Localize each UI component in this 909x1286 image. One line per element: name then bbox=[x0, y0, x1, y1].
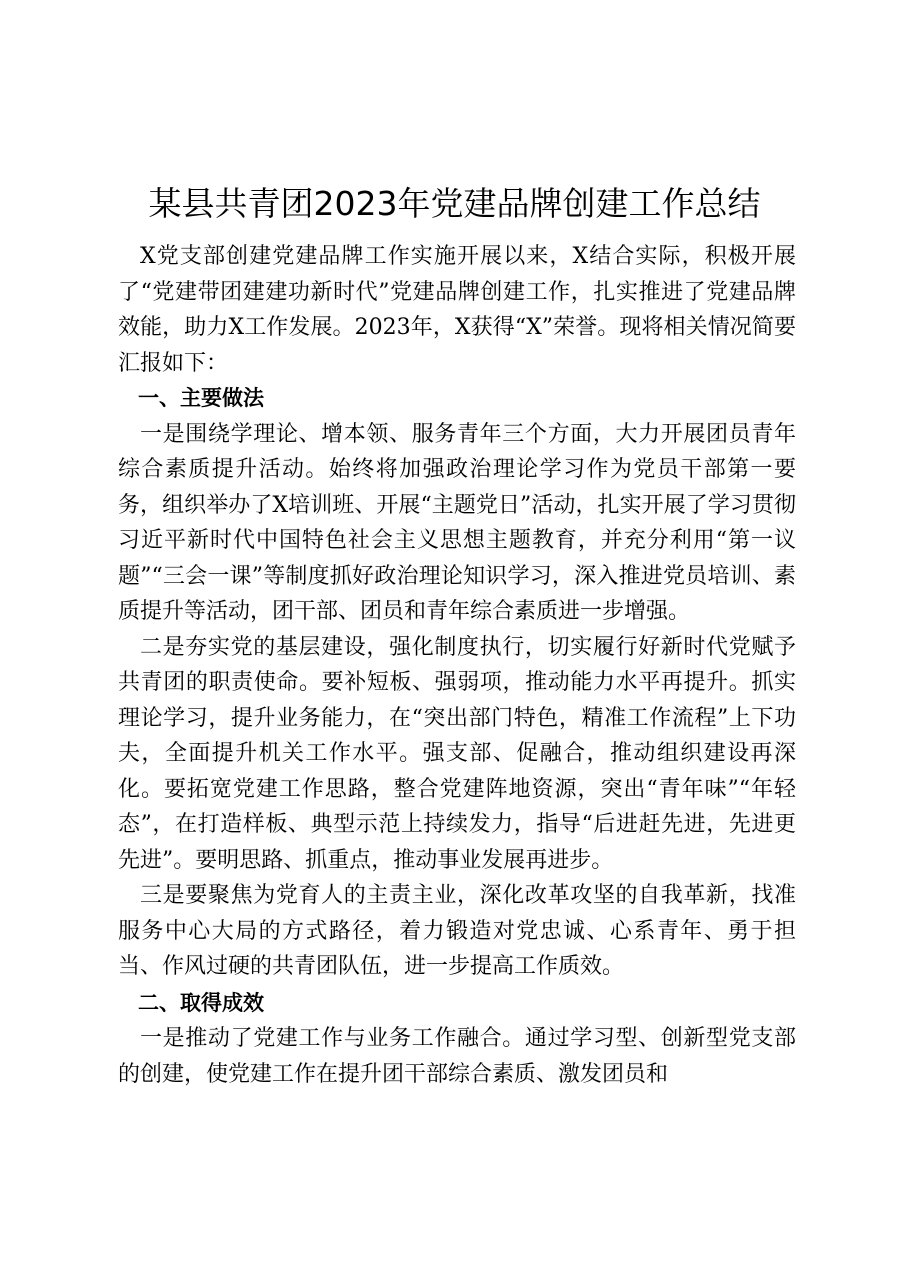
practice-paragraph-2: 二是夯实党的基层建设，强化制度执行，切实履行好新时代党赋予共青团的职责使命。要补短板、强弱项，推动能力水平再提升。抓实理论学习，提升业务能力，在“突出部门特色，精准工作流程”上下功夫，全面提升机关工作水平。强支部、促融合，推动组织建设再深化。要拓宽党建工作思路，整合党建阵地资源，突出“青年味”“年轻态”，在打造样板、典型示范上持续发力，指导“后进赶先进，先进更先进”。要明思路、抓重点，推动事业发展再进步。 bbox=[118, 634, 796, 873]
section-heading-main-practices: 一、主要做法 bbox=[138, 386, 264, 410]
practice-paragraph-3: 三是要聚焦为党育人的主责主业，深化改革攻坚的自我革新，找准服务中心大局的方式路径，着力锻造对党忠诚、心系青年、勇于担当、作风过硬的共青团队伍，进一步提高工作质效。 bbox=[118, 883, 796, 979]
intro-paragraph: X党支部创建党建品牌工作实施开展以来，X结合实际，积极开展了“党建带团建建功新时代”党建品牌创建工作，扎实推进了党建品牌效能，助力X工作发展。2023年，X获得“X”荣誉。现将相关情况简要汇报如下： bbox=[118, 244, 796, 376]
section-heading-achievements: 二、取得成效 bbox=[138, 990, 264, 1015]
document-title: 某县共青团2023年党建品牌创建工作总结 bbox=[148, 184, 761, 224]
practice-paragraph-1: 一是围绕学理论、增本领、服务青年三个方面，大力开展团员青年综合素质提升活动。始终将加强政治理论学习作为党员干部第一要务，组织举办了X培训班、开展“主题党日”活动，扎实开展了学习贯彻习近平新时代中国特色社会主义思想主题教育，并充分利用“第一议题”“三会一课”等制度抓好政治理论知识学习，深入推进党员培训、素质提升等活动，团干部、团员和青年综合素质进一步增强。 bbox=[118, 421, 796, 624]
achievement-paragraph-1: 一是推动了党建工作与业务工作融合。通过学习型、创新型党支部的创建，使党建工作在提升团干部综合素质、激发团员和 bbox=[118, 1026, 796, 1087]
document-body bbox=[118, 239, 796, 1092]
